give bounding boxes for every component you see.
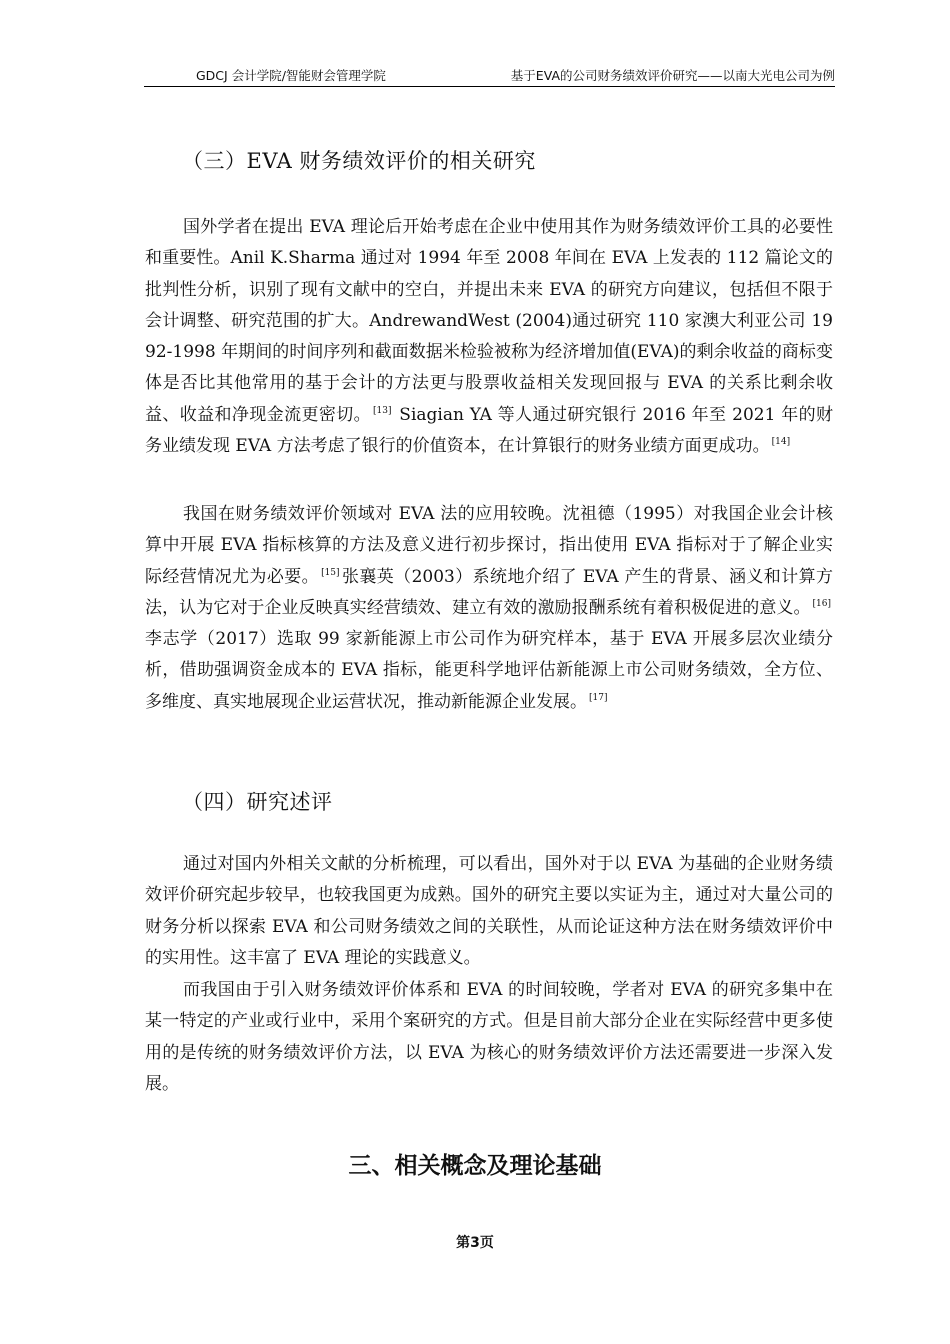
- citation: [14]: [771, 437, 791, 448]
- header-thesis-title: 基于EVA的公司财务绩效评价研究——以南大光电公司为例: [510, 68, 835, 83]
- paragraph-text: 我国在财务绩效评价领域对 EVA 法的应用较晚。沈祖德（1995）对我国企业会计核算中开展 EVA 指标核算的方法及意义进行初步探讨，指出使用 EVA 指标对于了解企业实际经营情况尤为必要。: [145, 504, 833, 587]
- paragraph-text: 李志学（2017）选取 99 家新能源上市公司作为研究样本，基于 EVA 开展多层次业绩分析，借助强调资金成本的 EVA 指标，能更科学地评估新能源上市公司财务绩效，全方位、多维度、真实地展现企业运营状况，推动新能源企业发展。: [145, 629, 833, 712]
- paragraph-foreign-research: [145, 212, 833, 462]
- paragraph-text: 国外学者在提出 EVA 理论后开始考虑在企业中使用其作为财务绩效评价工具的必要性和重要性。Anil K.Sharma 通过对 1994 年至 2008 年间在 EVA 上发表的 112 篇论文的批判性分析，识别了现有文献中的空白，并提出未来 EVA 的研究方向建议，包括但不限于会计调整、研究范围的扩大。AndrewandWest (2004)通过研究 110 家澳大利亚公司 1992-1998 年期间的时间序列和截面数据米检验被称为经济增加值(EVA)的剩余收益的商标变体是否比其他常用的基于会计的方法更与股票收益相关发现回报与 EVA 的关系比剩余收益、收益和净现金流更密切。: [145, 217, 833, 425]
- section-heading-review: （四）研究述评: [182, 790, 333, 814]
- running-header: [144, 64, 835, 87]
- paragraph-text: Siagian YA 等人通过研究银行 2016 年至 2021 年的财务业绩发现 EVA 方法考虑了银行的价值资本，在计算银行的财务业绩方面更成功。: [145, 404, 833, 457]
- paragraph-review-domestic: 而我国由于引入财务绩效评价体系和 EVA 的时间较晚，学者对 EVA 的研究多集中在某一特定的产业或行业中，采用个案研究的方式。但是目前大部分企业在实际经营中更多使用的是传统的财务绩效评价方法，以 EVA 为核心的财务绩效评价方法还需要进一步深入发展。: [145, 980, 833, 1094]
- header-institution: GDCJ 会计学院/智能财会管理学院: [196, 68, 386, 83]
- citation: [13]: [373, 405, 392, 416]
- paragraph-domestic-research: [145, 499, 833, 718]
- citation: [17]: [589, 692, 608, 703]
- citation: [16]: [812, 598, 831, 609]
- citation: [15]: [321, 567, 340, 578]
- paragraph-review-foreign: 通过对国内外相关文献的分析梳理，可以看出，国外对于以 EVA 为基础的企业财务绩效评价研究起步较早，也较我国更为成熟。国外的研究主要以实证为主，通过对大量公司的财务分析以探索 EVA 和公司财务绩效之间的关联性，从而论证这种方法在财务绩效评价中的实用性。这丰富了 EVA 理论的实践意义。: [145, 854, 833, 968]
- chapter-heading: 三、相关概念及理论基础: [348, 1153, 602, 1179]
- page-number: 第3页: [456, 1235, 494, 1251]
- paragraph-text: 张襄英（2003）系统地介绍了 EVA 产生的背景、涵义和计算方法，认为它对于企业反映真实经营绩效、建立有效的激励报酬系统有着积极促进的意义。: [145, 566, 833, 618]
- section-heading-eva-research: （三）EVA 财务绩效评价的相关研究: [182, 149, 536, 173]
